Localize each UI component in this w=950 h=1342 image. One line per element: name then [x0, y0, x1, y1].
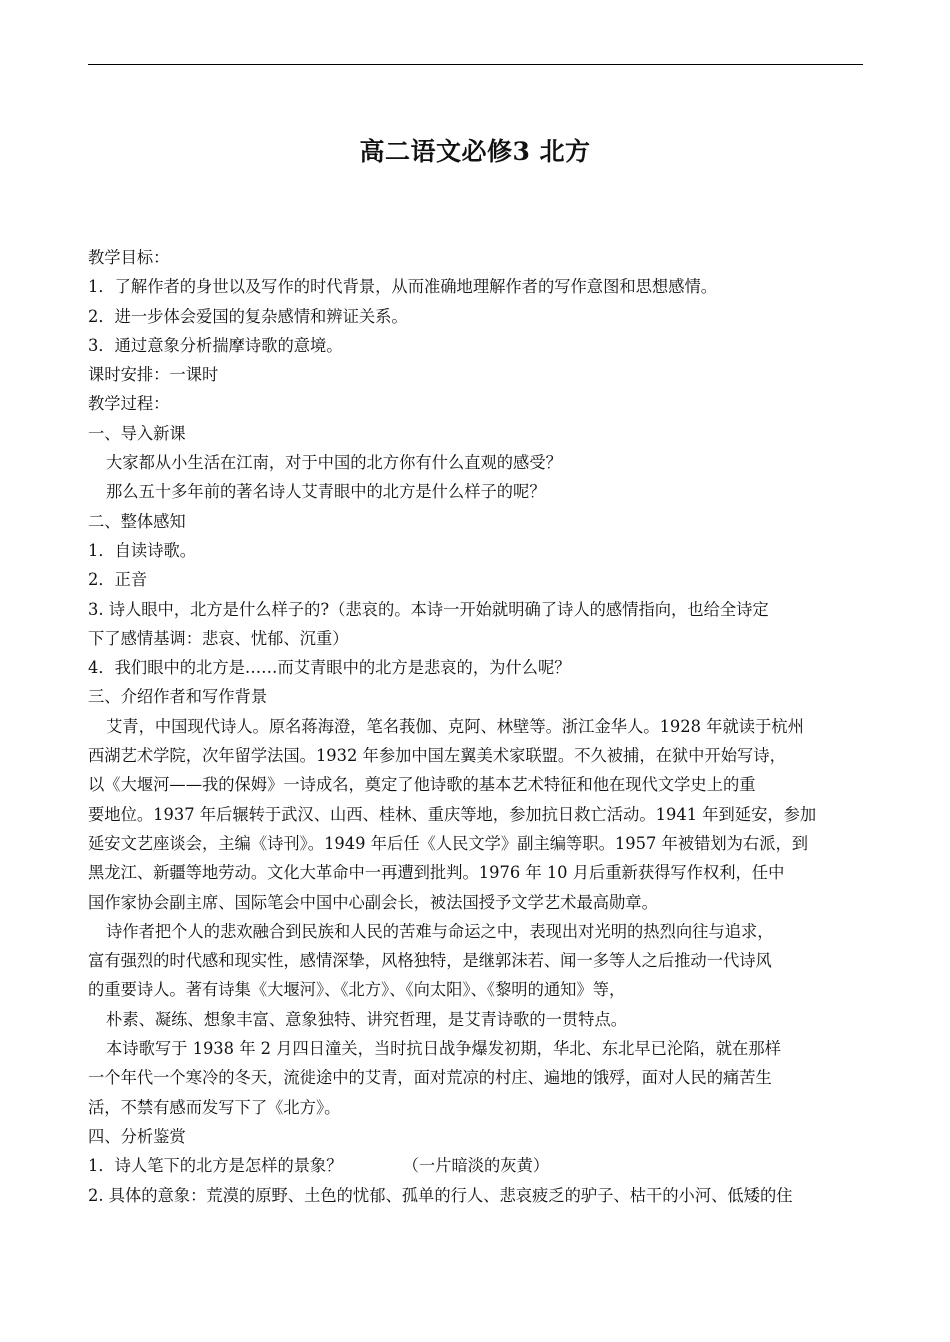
header-rule: [88, 64, 863, 65]
text-line: 的重要诗人。著有诗集《大堰河》、《北方》、《向太阳》、《黎明的通知》等，: [88, 980, 626, 1000]
text-line: 课时安排：一课时: [88, 365, 219, 385]
text-line: 朴素、凝练、想象丰富、意象独特、讲究哲理，是艾青诗歌的一贯特点。: [106, 1009, 628, 1029]
question-line: [88, 1151, 863, 1180]
text-line: 活，不禁有感而发写下了《北方》。: [88, 1097, 341, 1117]
text-line: 3. 诗人眼中，北方是什么样子的?（悲哀的。本诗一开始就明确了诗人的感情指向，也给全诗定: [88, 599, 769, 619]
text-line: 那么五十多年前的著名诗人艾青眼中的北方是什么样子的呢？: [106, 482, 546, 502]
question-text: 1．诗人笔下的北方是怎样的景象？: [88, 1156, 343, 1176]
document-title: 高二语文必修3 北方: [359, 137, 591, 166]
section-heading: 四、分析鉴赏: [88, 1126, 186, 1146]
answer-text: （一片暗淡的灰黄）: [402, 1156, 550, 1176]
text-line: 黑龙江、新疆等地劳动。文化大革命中一再遭到批判。1976 年 10 月后重新获得写作权利，任中: [88, 863, 785, 883]
text-line: 一个年代一个寒冷的冬天，流徙途中的艾青，面对荒凉的村庄、遍地的饿殍，面对人民的痛苦生: [88, 1068, 772, 1088]
text-line: 1．自读诗歌。: [88, 540, 197, 560]
text-line: 教学目标：: [88, 248, 170, 267]
section-heading: 二、整体感知: [88, 511, 186, 531]
document-body: [88, 243, 863, 1210]
text-line: 4．我们眼中的北方是……而艾青眼中的北方是悲哀的，为什么呢？: [88, 658, 571, 678]
text-line: 要地位。1937 年后辗转于武汉、山西、桂林、重庆等地，参加抗日救亡活动。1941 年到延安，参加: [88, 804, 817, 824]
text-line: 2．进一步体会爱国的复杂感情和辨证关系。: [88, 306, 408, 326]
text-line: 诗作者把个人的悲欢融合到民族和人民的苦难与命运之中，表现出对光明的热烈向往与追求，: [106, 921, 774, 941]
text-line: 下了感情基调：悲哀、忧郁、沉重）: [88, 628, 349, 648]
text-line: 教学过程：: [88, 394, 170, 414]
text-line: 3．通过意象分析揣摩诗歌的意境。: [88, 335, 343, 355]
section-heading: 三、介绍作者和写作背景: [88, 687, 268, 707]
text-line: 富有强烈的时代感和现实性，感情深挚，风格独特，是继郭沫若、闻一多等人之后推动一代诗风: [88, 951, 772, 971]
text-line: 2. 具体的意象：荒漠的原野、土色的忧郁、孤单的行人、悲哀疲乏的驴子、枯干的小河、低矮的住: [88, 1185, 793, 1205]
text-line: 2．正音: [88, 570, 148, 590]
text-line: 1．了解作者的身世以及写作的时代背景，从而准确地理解作者的写作意图和思想感情。: [88, 277, 718, 297]
section-heading: 一、导入新课: [88, 423, 186, 443]
text-line: 本诗歌写于 1938 年 2 月四日潼关，当时抗日战争爆发初期，华北、东北早已沦陷，就在那样: [106, 1039, 781, 1059]
text-line: 国作家协会副主席、国际笔会中国中心副会长，被法国授予文学艺术最高勋章。: [88, 892, 658, 912]
text-line: 西湖艺术学院，次年留学法国。1932 年参加中国左翼美术家联盟。不久被捕，在狱中开始写诗，: [88, 746, 786, 766]
text-line: 艾青，中国现代诗人。原名蒋海澄，笔名莪伽、克阿、林壁等。浙江金华人。1928 年就读于杭州: [106, 716, 804, 736]
text-line: 延安文艺座谈会，主编《诗刊》。1949 年后任《人民文学》副主编等职。1957 年被错划为右派，到: [88, 833, 809, 853]
text-line: 大家都从小生活在江南，对于中国的北方你有什么直观的感受？: [106, 453, 562, 473]
text-line: 以《大堰河——我的保姆》一诗成名，奠定了他诗歌的基本艺术特征和他在现代文学史上的重: [88, 775, 756, 795]
